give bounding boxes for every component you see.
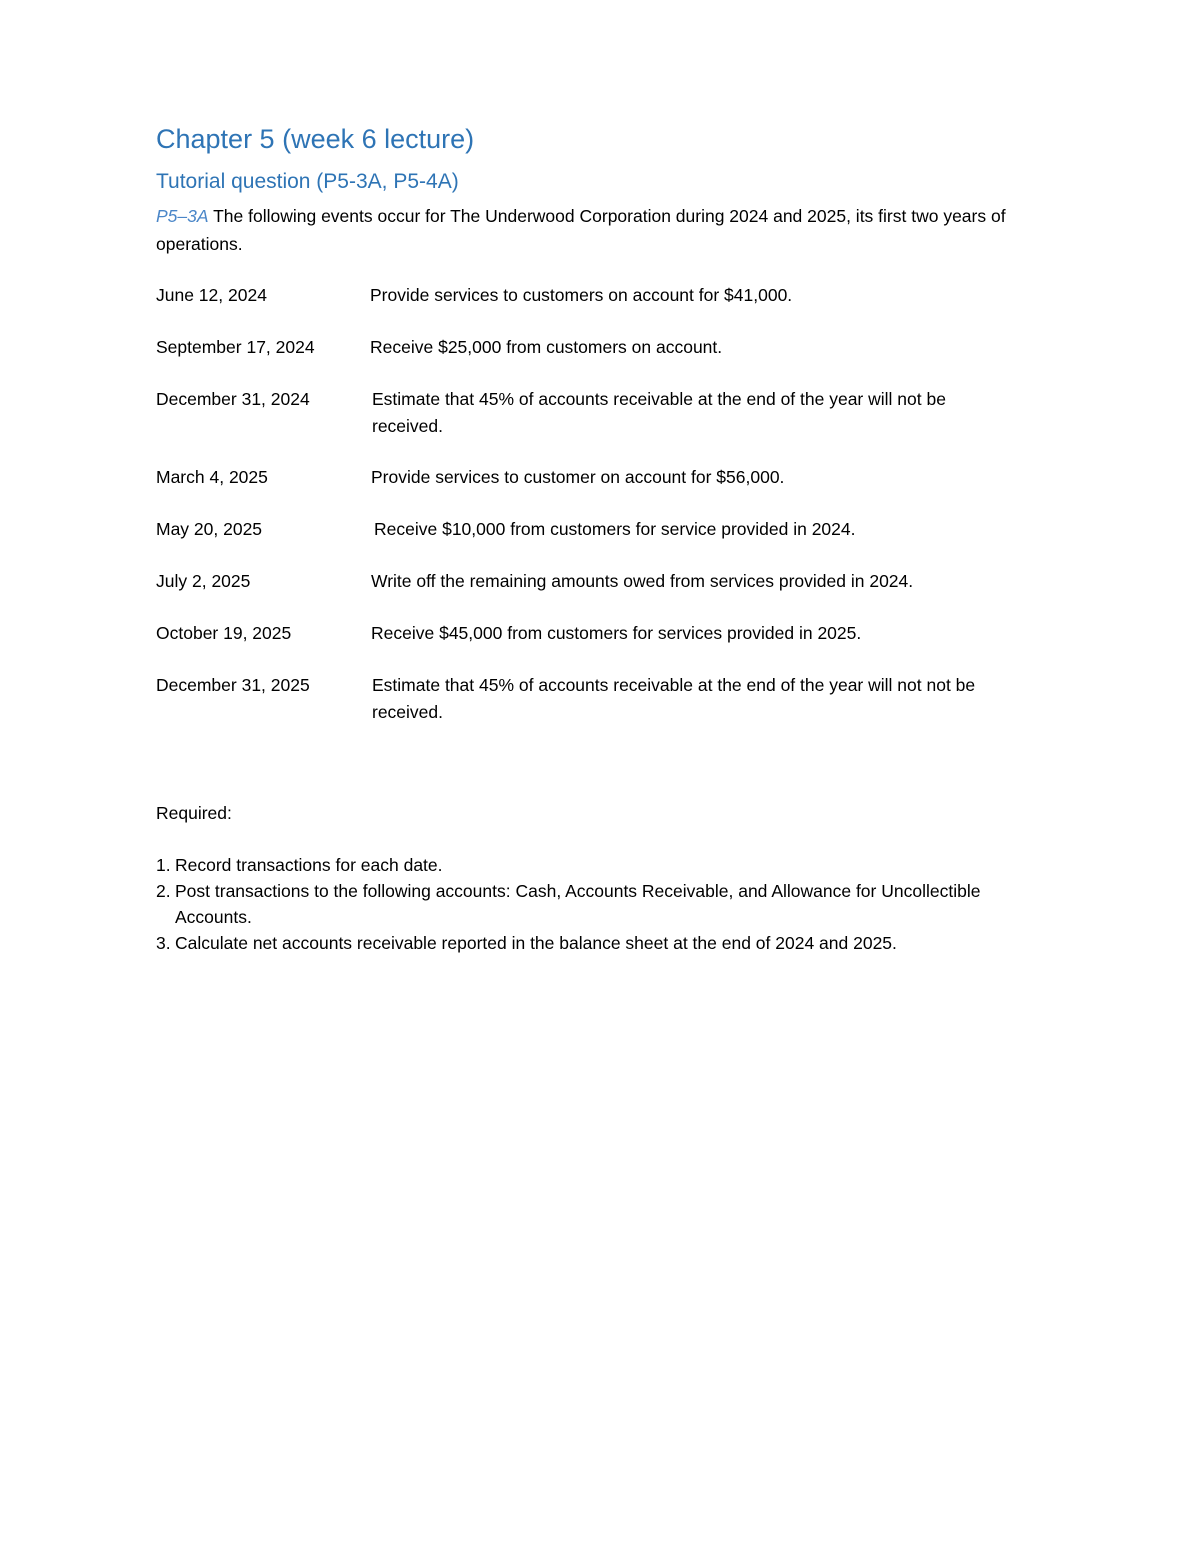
problem-intro [156, 202, 1036, 258]
list-item [156, 930, 1016, 956]
event-date: December 31, 2025 [156, 675, 310, 695]
event-description: Provide services to customers on account for $41,000. [370, 285, 793, 305]
event-description: Write off the remaining amounts owed from services provided in 2024. [371, 571, 914, 591]
list-number: 3. [156, 933, 171, 953]
list-text: Record transactions for each date. [175, 855, 443, 875]
event-date: September 17, 2024 [156, 337, 315, 357]
event-date: June 12, 2024 [156, 285, 267, 305]
event-description: Provide services to customer on account for $56,000. [371, 467, 785, 487]
event-description: Estimate that 45% of accounts receivable at the end of the year will not be received. [372, 389, 946, 436]
event-description: Receive $25,000 from customers on account. [370, 337, 723, 357]
required-label: Required: [156, 803, 232, 823]
event-date: May 20, 2025 [156, 519, 263, 539]
event-description: Receive $45,000 from customers for services provided in 2025. [371, 623, 862, 643]
event-date: July 2, 2025 [156, 571, 251, 591]
problem-code: P5–3A [156, 206, 209, 226]
list-item [156, 852, 1016, 878]
list-number: 2. [156, 881, 171, 901]
problem-intro-text: The following events occur for The Underwood Corporation during 2024 and 2025, its first two years of operations. [156, 206, 1006, 254]
event-description: Estimate that 45% of accounts receivable at the end of the year will not not be received. [372, 675, 976, 722]
list-item [156, 878, 1016, 930]
chapter-title: Chapter 5 (week 6 lecture) [156, 124, 475, 154]
tutorial-subtitle: Tutorial question (P5-3A, P5-4A) [156, 170, 459, 193]
event-description: Receive $10,000 from customers for service provided in 2024. [374, 519, 856, 539]
list-text: Post transactions to the following accounts: Cash, Accounts Receivable, and Allowance for Uncollectible Accounts. [175, 881, 981, 927]
event-date: October 19, 2025 [156, 623, 292, 643]
list-number: 1. [156, 855, 171, 875]
list-text: Calculate net accounts receivable reported in the balance sheet at the end of 2024 and 2025. [175, 933, 897, 953]
required-list [156, 852, 1016, 956]
event-date: December 31, 2024 [156, 389, 310, 409]
event-date: March 4, 2025 [156, 467, 268, 487]
